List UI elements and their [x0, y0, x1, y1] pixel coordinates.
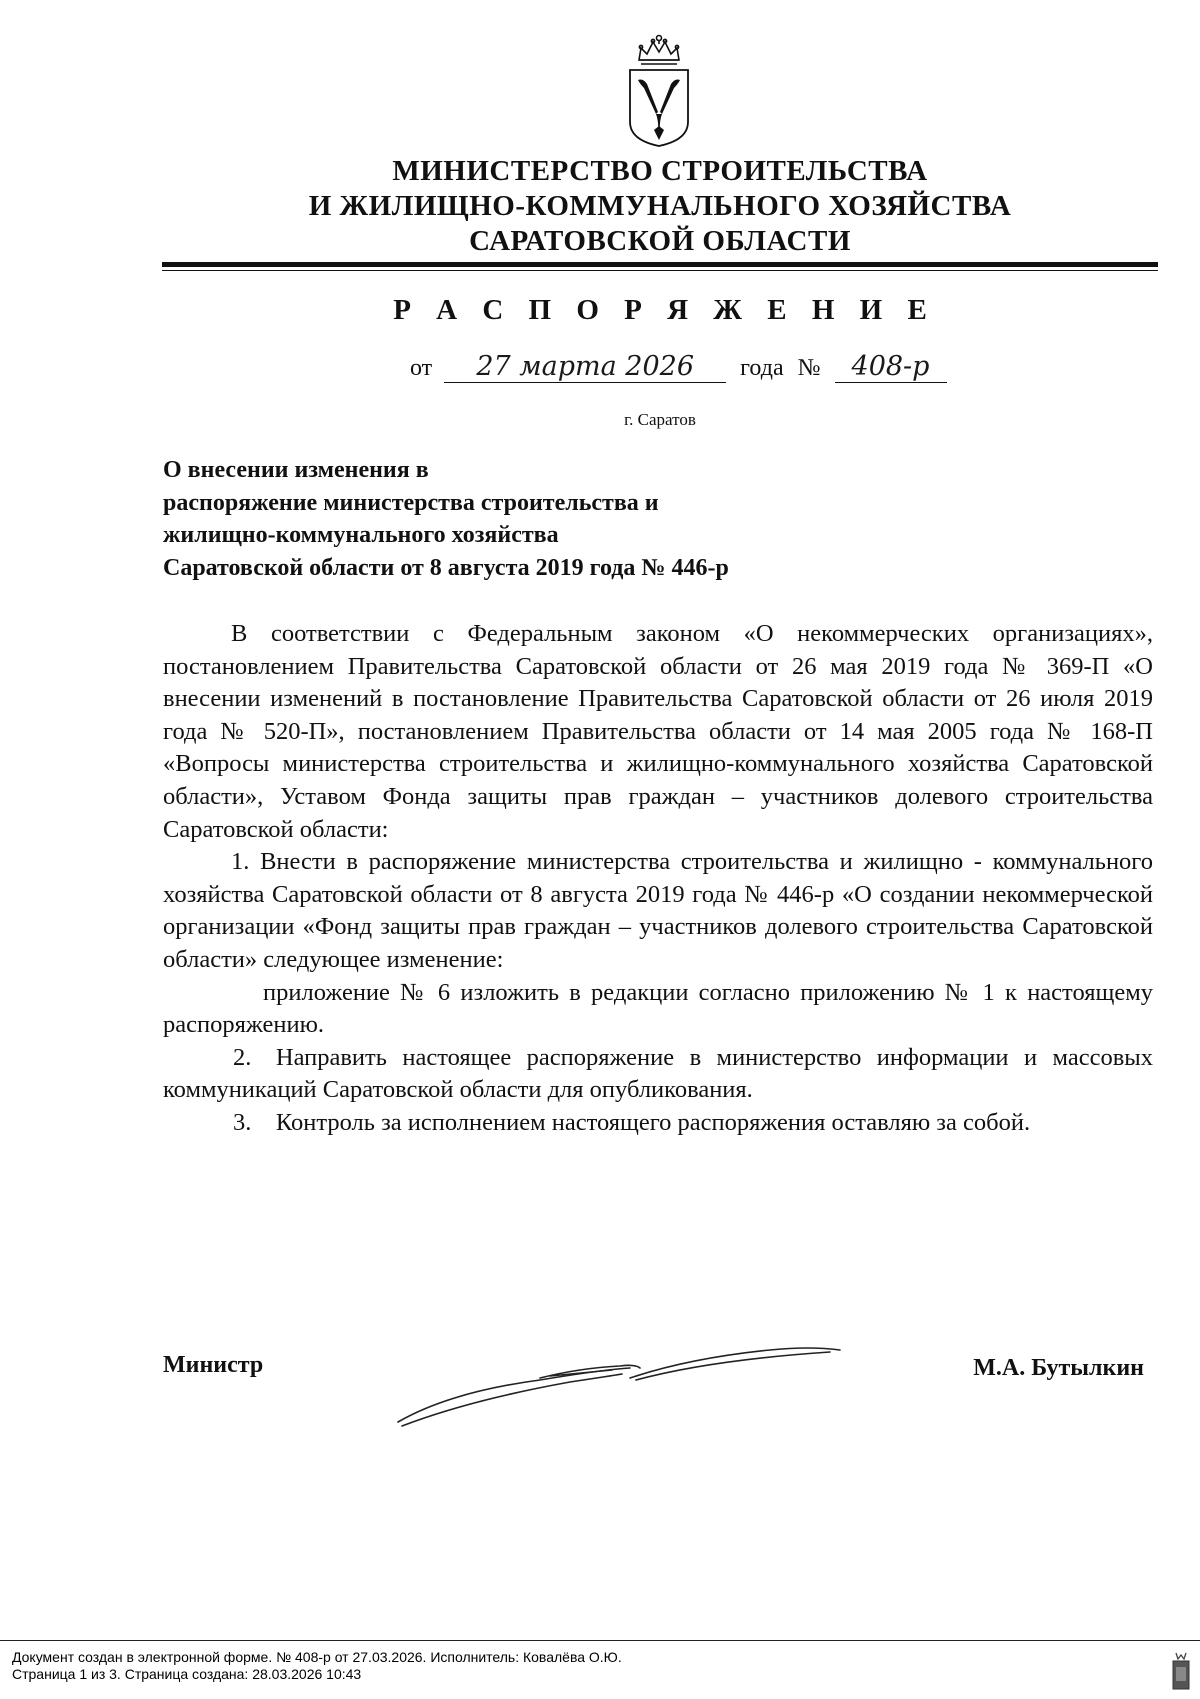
subject-line-4: Саратовской области от 8 августа 2019 года № 446-р	[163, 554, 729, 581]
header-divider-thin	[162, 270, 1158, 271]
footer-line-2: Страница 1 из 3. Страница создана: 28.03.2026 10:43	[12, 1666, 362, 1682]
document-subject	[163, 454, 729, 584]
item-2-paragraph: 2. Направить настоящее распоряжение в министерство информации и массовых коммуникаций Саратовской области для опубликования.	[163, 1043, 1153, 1104]
subject-line-2: распоряжение министерства строительства и	[163, 489, 659, 516]
handwritten-number: 408-р	[835, 352, 947, 383]
signatory-name: М.А. Бутылкин	[973, 1355, 1144, 1381]
preamble-paragraph: В соответствии с Федеральным законом «О некоммерческих организациях», постановлением Правительства Саратовской области от 26 мая 2019 года № 369-П «О внесении изменений в постановление Правительства Саратовской области от 26 июля 2019 года № 520-П», постановлением Правительства области от 14 мая 2005 года № 168-П «Вопросы министерства строительства и жилищно-коммунального хозяйства Саратовской области», Уставом Фонда защиты прав граждан – участников долевого строительства Саратовской области:	[163, 620, 1153, 843]
handwritten-date: 27 марта 2026	[444, 352, 726, 383]
footer-line-1: Документ создан в электронной форме. № 408-р от 27.03.2026. Исполнитель: Ковалёва О.Ю.	[12, 1649, 622, 1665]
date-prefix: от	[410, 355, 433, 381]
saratov-coat-of-arms-icon	[625, 30, 693, 148]
electronic-document-footer	[0, 1640, 1200, 1699]
item-1-subparagraph: приложение № 6 изложить в редакции согласно приложению № 1 к настоящему распоряжению.	[163, 978, 1153, 1039]
issue-city: г. Саратов	[624, 410, 696, 429]
subject-line-1: О внесении изменения в	[163, 457, 429, 483]
ministry-name-line-2: И ЖИЛИЩНО-КОММУНАЛЬНОГО ХОЗЯЙСТВА	[308, 190, 1012, 222]
signatory-title: Министр	[163, 1352, 264, 1378]
document-stamp-icon	[1172, 1649, 1190, 1691]
year-word: года	[740, 355, 784, 381]
ministry-name-line-3: САРАТОВСКОЙ ОБЛАСТИ	[469, 225, 851, 257]
number-sign: №	[797, 355, 821, 381]
item-1-paragraph: 1. Внести в распоряжение министерства строительства и жилищно - коммунального хозяйства Саратовской области от 8 августа 2019 года № 446-р «О создании некоммерческой организации «Фонд защиты прав граждан – участников долевого строительства Саратовской области» следующее изменение:	[163, 848, 1153, 973]
ministry-name-line-1: МИНИСТЕРСТВО СТРОИТЕЛЬСТВА	[392, 155, 928, 187]
item-3-paragraph: 3. Контроль за исполнением настоящего распоряжения оставляю за собой.	[233, 1108, 1031, 1136]
ministry-name	[200, 154, 1120, 259]
subject-line-3: жилищно-коммунального хозяйства	[163, 522, 559, 548]
document-type-title: Р А С П О Р Я Ж Е Н И Е	[393, 294, 936, 326]
handwritten-signature	[390, 1330, 920, 1430]
date-number-line	[410, 352, 947, 383]
header-divider-thick	[162, 262, 1158, 267]
document-body	[163, 618, 1153, 1140]
